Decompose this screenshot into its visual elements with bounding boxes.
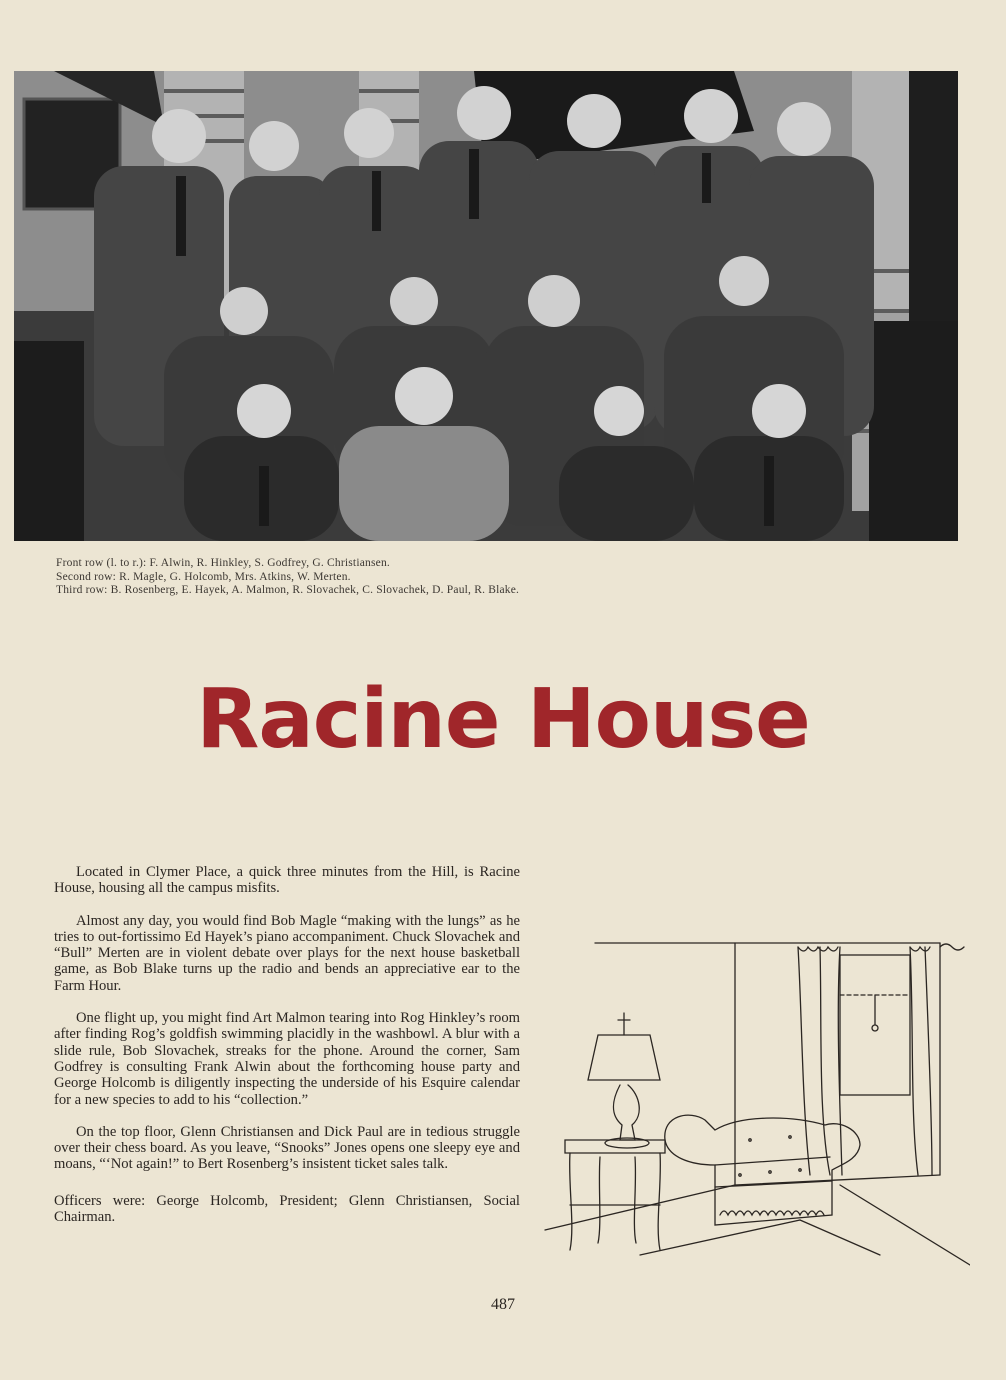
- officers-line: Officers were: George Holcomb, President; Glenn Christiansen, Social Chairman.: [54, 1192, 520, 1226]
- paragraph: Located in Clymer Place, a quick three minutes from the Hill, is Racine House, housing all the campus misfits.: [54, 864, 520, 897]
- paragraph: Almost any day, you would find Bob Magle “making with the lungs” as he tries to out-fortissimo Ed Hayek’s piano accompaniment. Chuck Slovachek and “Bull” Merten are in violent debate over plays for the next house basketball game, as Bob Blake turns up the radio and bends an appreciative ear to the Farm Hour.: [54, 912, 520, 994]
- living-room-sketch: [540, 925, 970, 1270]
- group-photo-illustration: [14, 71, 958, 541]
- group-photo: [14, 71, 958, 541]
- article-body: [54, 864, 520, 1241]
- caption-third-row: Third row: B. Rosenberg, E. Hayek, A. Malmon, R. Slovachek, C. Slovachek, D. Paul, R. Blake.: [56, 584, 520, 596]
- page-number: 487: [491, 1296, 515, 1313]
- page-title: Racine House: [196, 672, 810, 767]
- paragraph: One flight up, you might find Art Malmon tearing into Rog Hinkley’s room after finding Rog’s goldfish swimming placidly in the washbowl. A blur with a slide rule, Bob Slovachek, streaks for the phone. Around the corner, Sam Godfrey is consulting Frank Alwin about the forthcoming house party and George Holcomb is diligently inspecting the underside of his Esquire calendar for a new species to add to his “collection.”: [54, 1010, 520, 1108]
- caption-front-row: Front row (l. to r.): F. Alwin, R. Hinkley, S. Godfrey, G. Christiansen.: [56, 557, 390, 569]
- photo-caption: [56, 557, 756, 598]
- paragraph: On the top floor, Glenn Christiansen and Dick Paul are in tedious struggle over their chess board. As you leave, “Snooks” Jones opens one sleepy eye and moans, “‘Not again!” to Bert Rosenberg’s insistent ticket sales talk.: [54, 1123, 520, 1173]
- caption-second-row: Second row: R. Magle, G. Holcomb, Mrs. Atkins, W. Merten.: [56, 570, 351, 583]
